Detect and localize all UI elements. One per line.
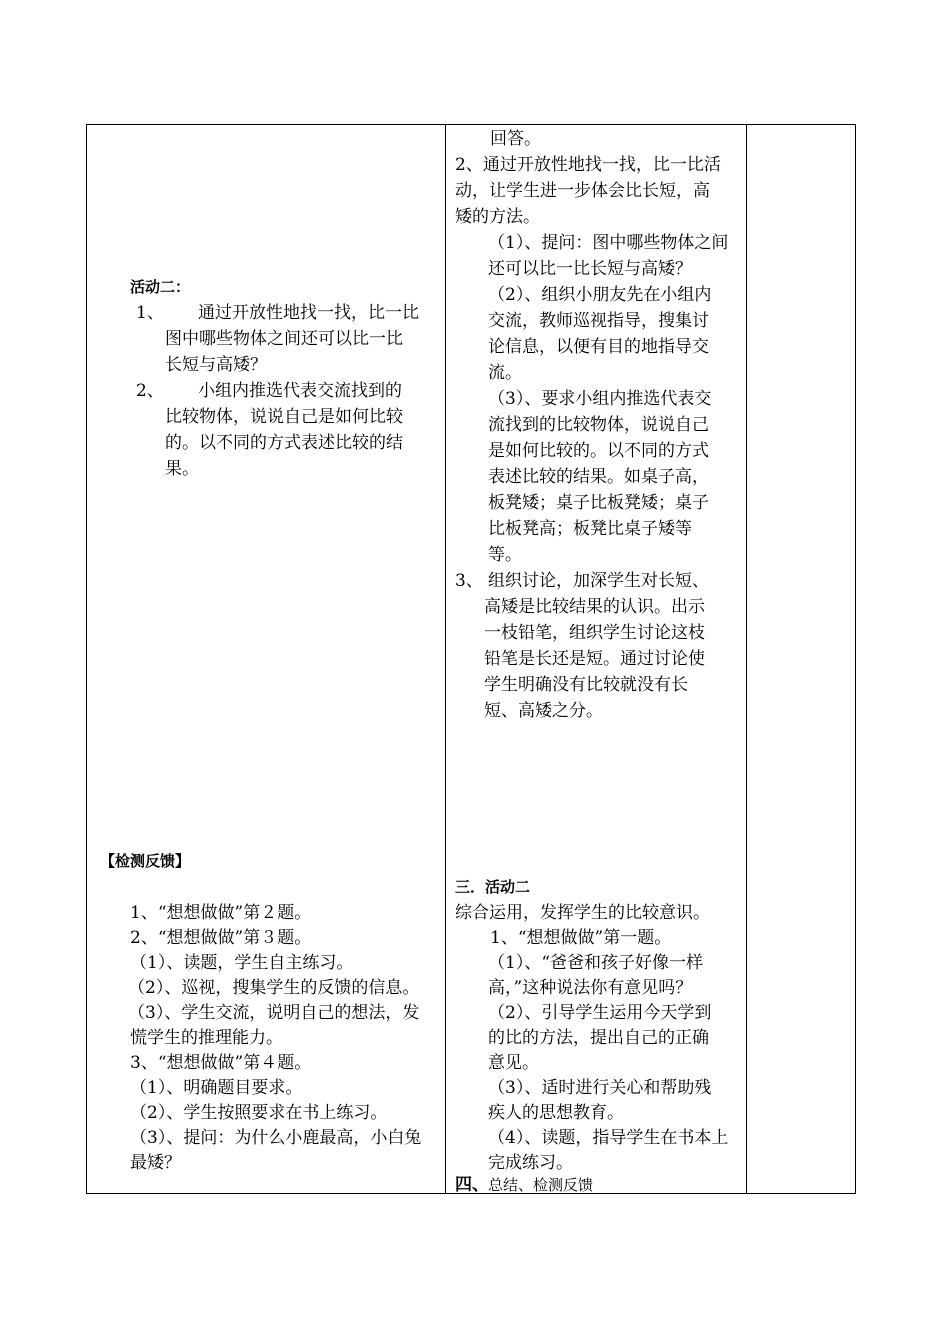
left-item1-num: 1、 — [136, 303, 164, 323]
right-line: 流。 — [488, 363, 522, 383]
right-item3-line: 高矮是比较结果的认识。出示 — [484, 597, 705, 617]
feedback-heading: 【检测反馈】 — [100, 852, 191, 870]
feedback-line: （3）、学生交流，说明自己的想法，发 — [128, 1003, 420, 1023]
feedback-line: （3）、提问：为什么小鹿最高，小白兔 — [130, 1128, 422, 1148]
left-item2-line2: 比较物体，说说自己是如何比较 — [165, 407, 403, 427]
feedback-line: 2、“想想做做”第３题。 — [130, 928, 312, 948]
section3-line: （2）、引导学生运用今天学到 — [488, 1003, 712, 1023]
right-item3-line: 组织讨论，加深学生对长短、 — [488, 571, 709, 591]
right-item3-line: 铅笔是长还是短。通过讨论使 — [484, 649, 705, 669]
feedback-line: （2）、学生按照要求在书上练习。 — [130, 1103, 388, 1123]
right-line: 还可以比一比长短与高矮？ — [488, 259, 692, 279]
section4-label: 总结、检测反馈 — [488, 1176, 594, 1194]
right-line: 等。 — [488, 545, 522, 565]
right-line: 流找到的比较物体，说说自己 — [488, 415, 709, 435]
right-line: （3）、要求小组内推选代表交 — [488, 389, 712, 409]
right-line: 论信息，以便有目的地指导交 — [488, 337, 709, 357]
right-line: 动，让学生进一步体会比长短，高 — [455, 181, 710, 201]
right-line: （2）、组织小朋友先在小组内 — [488, 285, 712, 305]
right-item3-line: 学生明确没有比较就没有长 — [484, 675, 688, 695]
right-item3-line: 一枝铅笔，组织学生讨论这枝 — [484, 623, 705, 643]
section3-line: 意见。 — [488, 1053, 539, 1073]
right-line: 矮的方法。 — [455, 207, 540, 227]
right-line: 回答。 — [490, 129, 541, 149]
column-divider-1 — [445, 124, 446, 1194]
right-line: 板凳矮；桌子比板凳矮；桌子 — [488, 493, 709, 513]
feedback-line: 1、“想想做做”第２题。 — [130, 903, 312, 923]
section3-line: 1、“想想做做”第一题。 — [490, 928, 672, 948]
feedback-line: （1）、明确题目要求。 — [130, 1078, 303, 1098]
left-item2-line3: 的。以不同的方式表述比较的结 — [165, 433, 403, 453]
section3-line: 完成练习。 — [488, 1153, 573, 1173]
right-line: 2、通过开放性地找一找，比一比活 — [455, 155, 721, 175]
section4-num: 四、 — [455, 1175, 489, 1195]
feedback-line: （1）、读题，学生自主练习。 — [130, 953, 354, 973]
activity2-heading: 活动二： — [130, 278, 191, 296]
left-item1-line2: 图中哪些物体之间还可以比一比 — [165, 329, 403, 349]
feedback-line: 3、“想想做做”第４题。 — [130, 1053, 312, 1073]
right-item3-line: 短、高矮之分。 — [484, 701, 603, 721]
right-item3-num: 3、 — [455, 571, 483, 591]
right-line: （1）、提问：图中哪些物体之间 — [488, 233, 729, 253]
section3-line: 综合运用，发挥学生的比较意识。 — [455, 903, 710, 923]
right-line: 比板凳高；板凳比桌子矮等 — [488, 519, 692, 539]
section3-line: 疾人的思想教育。 — [488, 1103, 624, 1123]
left-item2-line1: 小组内推选代表交流找到的 — [198, 381, 402, 401]
section3-line: （4）、读题，指导学生在书本上 — [488, 1128, 729, 1148]
right-line: 表述比较的结果。如桌子高， — [488, 467, 709, 487]
right-line: 交流，教师巡视指导，搜集讨 — [488, 311, 709, 331]
left-item1-line1: 通过开放性地找一找，比一比 — [198, 303, 419, 323]
section3-line: 的比的方法，提出自己的正确 — [488, 1028, 709, 1048]
left-item1-line3: 长短与高矮？ — [165, 355, 267, 375]
left-item2-num: 2、 — [136, 381, 164, 401]
section3-line: （1）、“爸爸和孩子好像一样 — [488, 953, 704, 973]
feedback-line: 最矮？ — [130, 1153, 181, 1173]
right-line: 是如何比较的。以不同的方式 — [488, 441, 709, 461]
section3-line: 高，”这种说法你有意见吗？ — [488, 978, 693, 998]
left-item2-line4: 果。 — [165, 459, 199, 479]
feedback-line: 慌学生的推理能力。 — [130, 1028, 283, 1048]
column-divider-2 — [746, 124, 747, 1194]
section3-line: （3）、适时进行关心和帮助残 — [488, 1078, 712, 1098]
feedback-line: （2）、巡视，搜集学生的反馈的信息。 — [128, 978, 420, 998]
section3-heading: 三．活动二 — [455, 878, 531, 896]
